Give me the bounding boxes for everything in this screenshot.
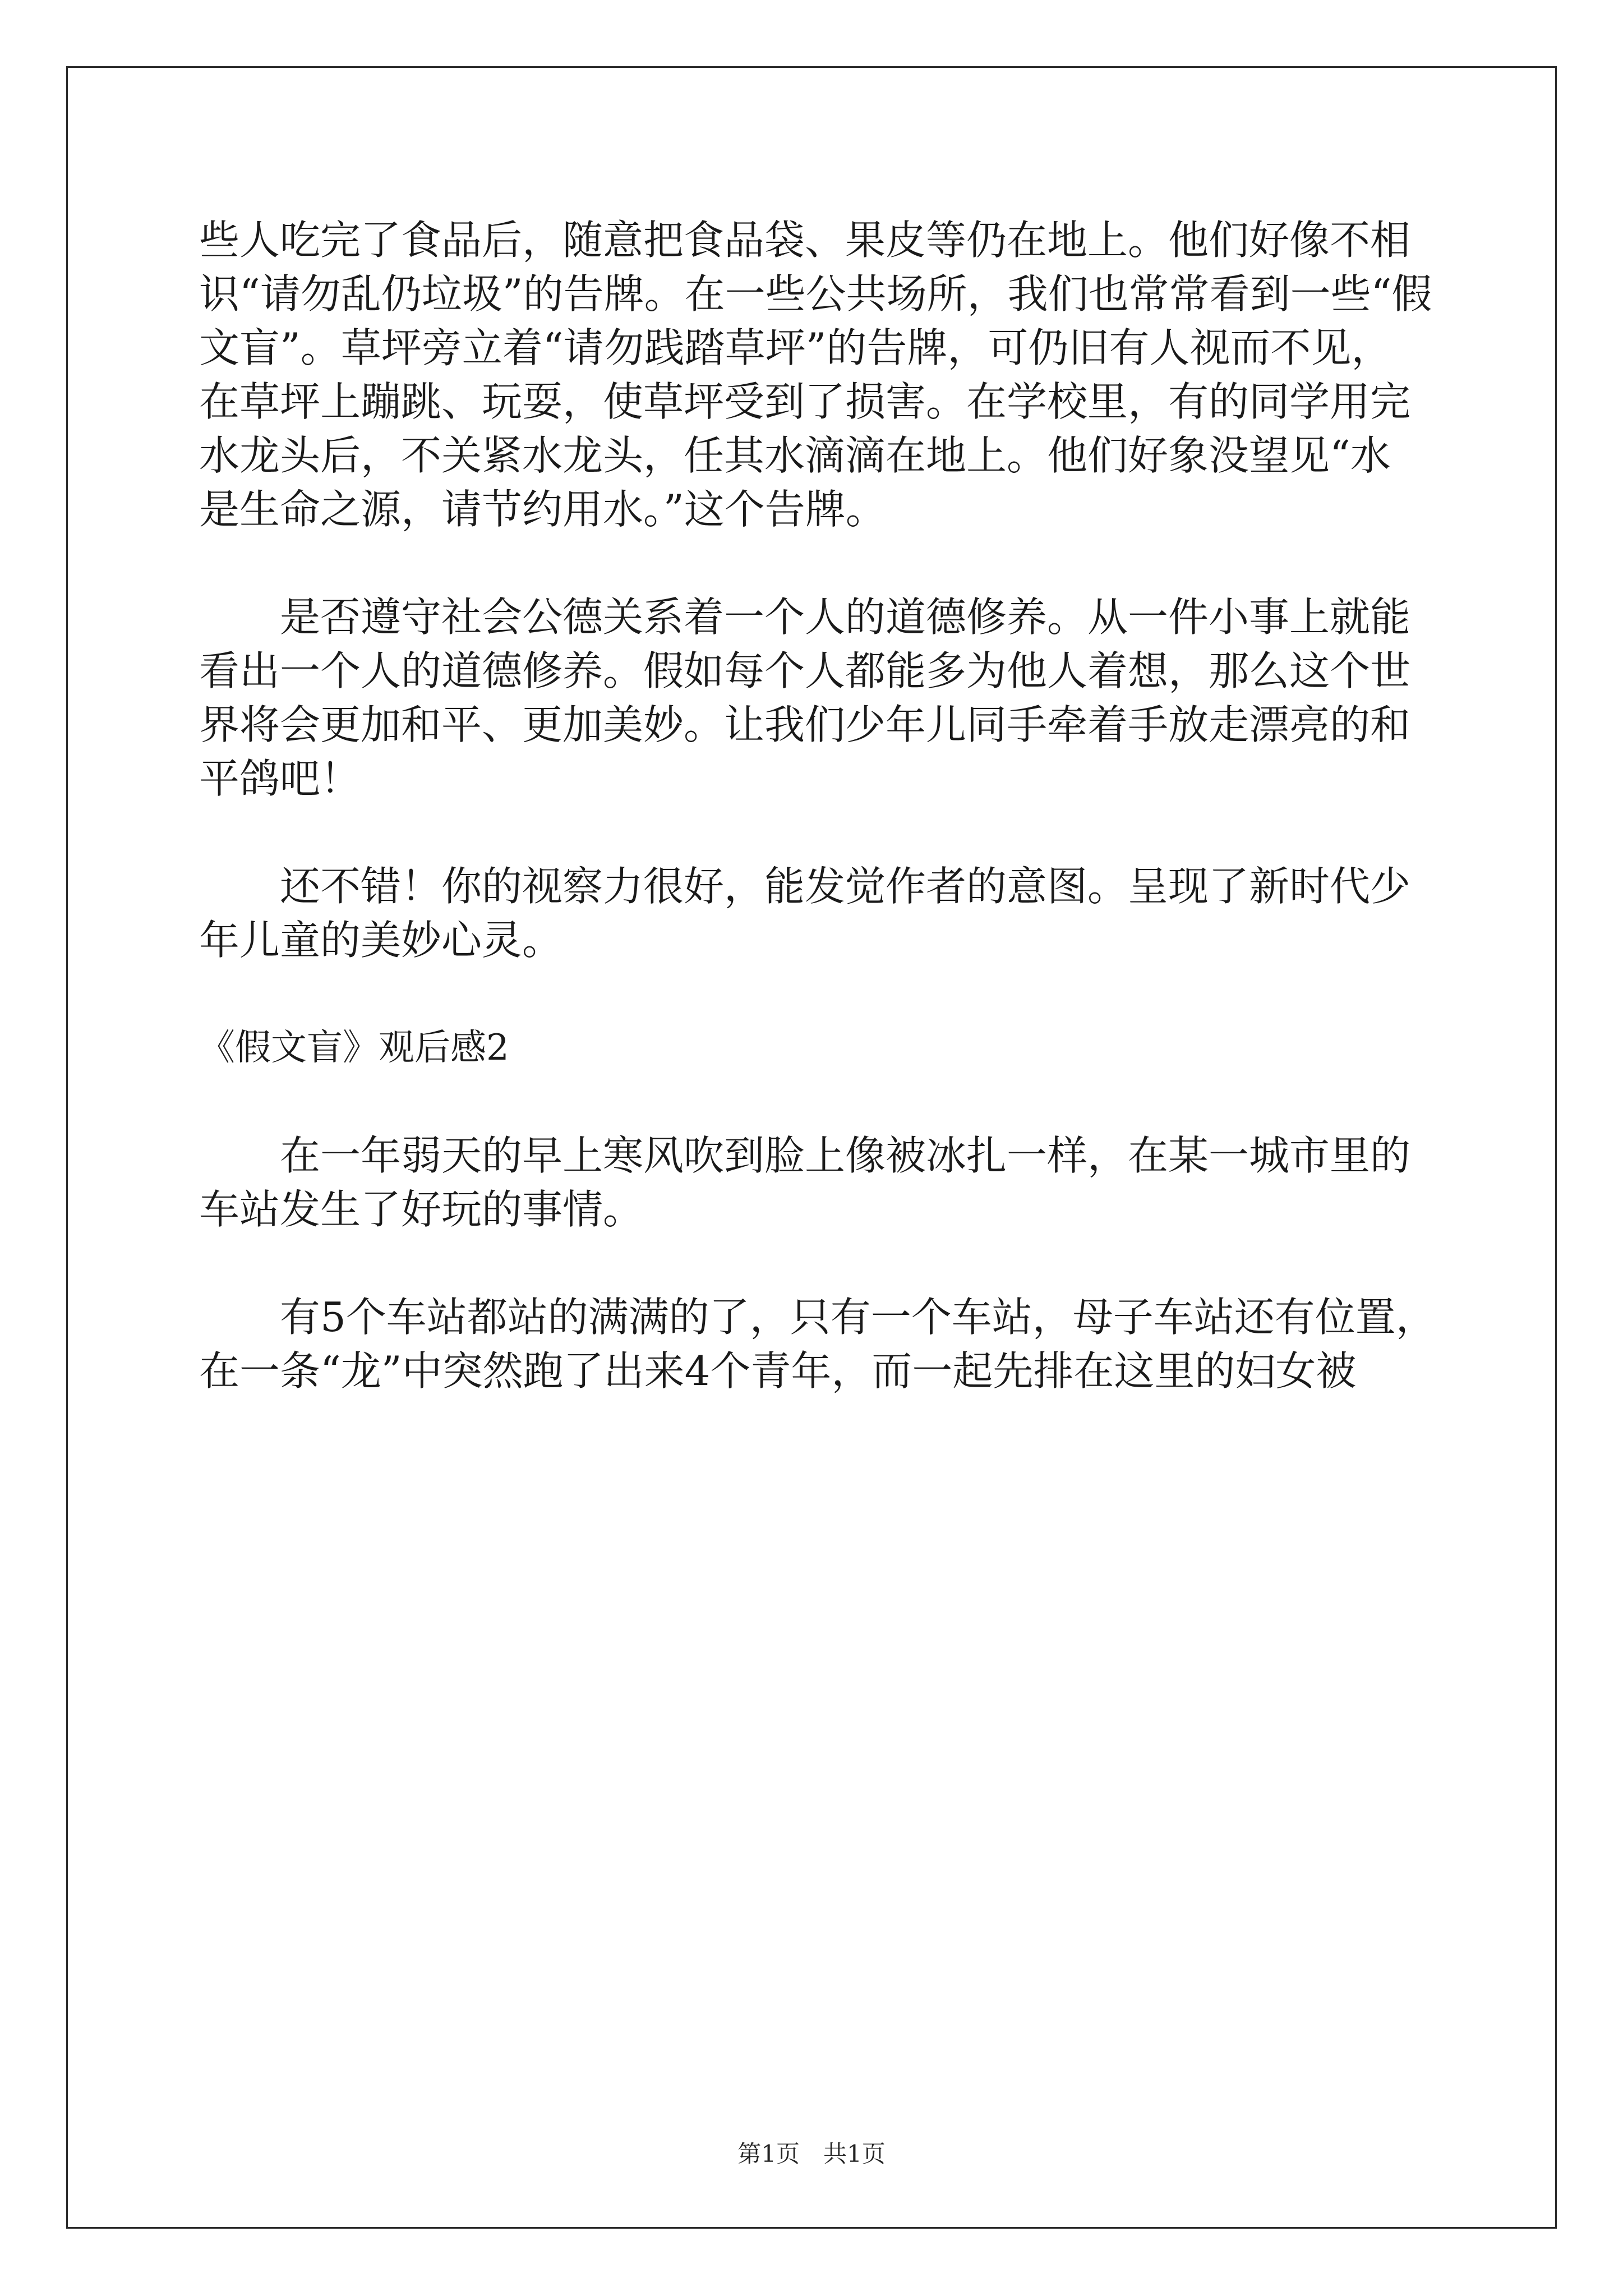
text-line: 文盲”。草坪旁立着“请勿践踏草坪”的告牌，可仍旧有人视而不见， bbox=[199, 324, 1392, 371]
page-footer: 第1页 共1页 bbox=[737, 2140, 886, 2168]
text-line: 界将会更加和平、更加美妙。让我们少年儿同手牵着手放走漂亮的和 bbox=[199, 701, 1411, 748]
section-heading: 《假文盲》观后感2 bbox=[199, 1027, 509, 1069]
text-line: 些人吃完了食品后，随意把食品袋、果皮等仍在地上。他们好像不相 bbox=[199, 217, 1411, 264]
text-line: 在草坪上蹦跳、玩耍，使草坪受到了损害。在学校里，有的同学用完 bbox=[199, 378, 1411, 425]
text-line: 看出一个人的道德修养。假如每个人都能多为他人着想，那么这个世 bbox=[199, 647, 1411, 694]
text-line: 水龙头后，不关紧水龙头，任其水滴滴在地上。他们好象没望见“水 bbox=[199, 432, 1391, 479]
text-line: 年儿童的美妙心灵。 bbox=[199, 917, 563, 964]
text-line: 还不错！你的视察力很好，能发觉作者的意图。呈现了新时代少 bbox=[280, 863, 1411, 910]
text-line: 是生命之源，请节约用水。”这个告牌。 bbox=[199, 486, 886, 533]
text-line: 在一条“龙”中突然跑了出来4个青年，而一起先排在这里的妇女被 bbox=[199, 1347, 1357, 1395]
text-line: 平鸽吧！ bbox=[199, 755, 361, 802]
text-line: 车站发生了好玩的事情。 bbox=[199, 1186, 644, 1233]
text-line: 是否遵守社会公德关系着一个人的道德修养。从一件小事上就能 bbox=[280, 593, 1411, 641]
text-line: 在一年弱天的早上寒风吹到脸上像被冰扎一样，在某一城市里的 bbox=[280, 1132, 1411, 1179]
text-line: 识“请勿乱仍垃圾”的告牌。在一些公共场所，我们也常常看到一些“假 bbox=[199, 270, 1432, 318]
document-body bbox=[199, 213, 1436, 1398]
text-line: 有5个车站都站的满满的了，只有一个车站，母子车站还有位置， bbox=[280, 1294, 1436, 1341]
